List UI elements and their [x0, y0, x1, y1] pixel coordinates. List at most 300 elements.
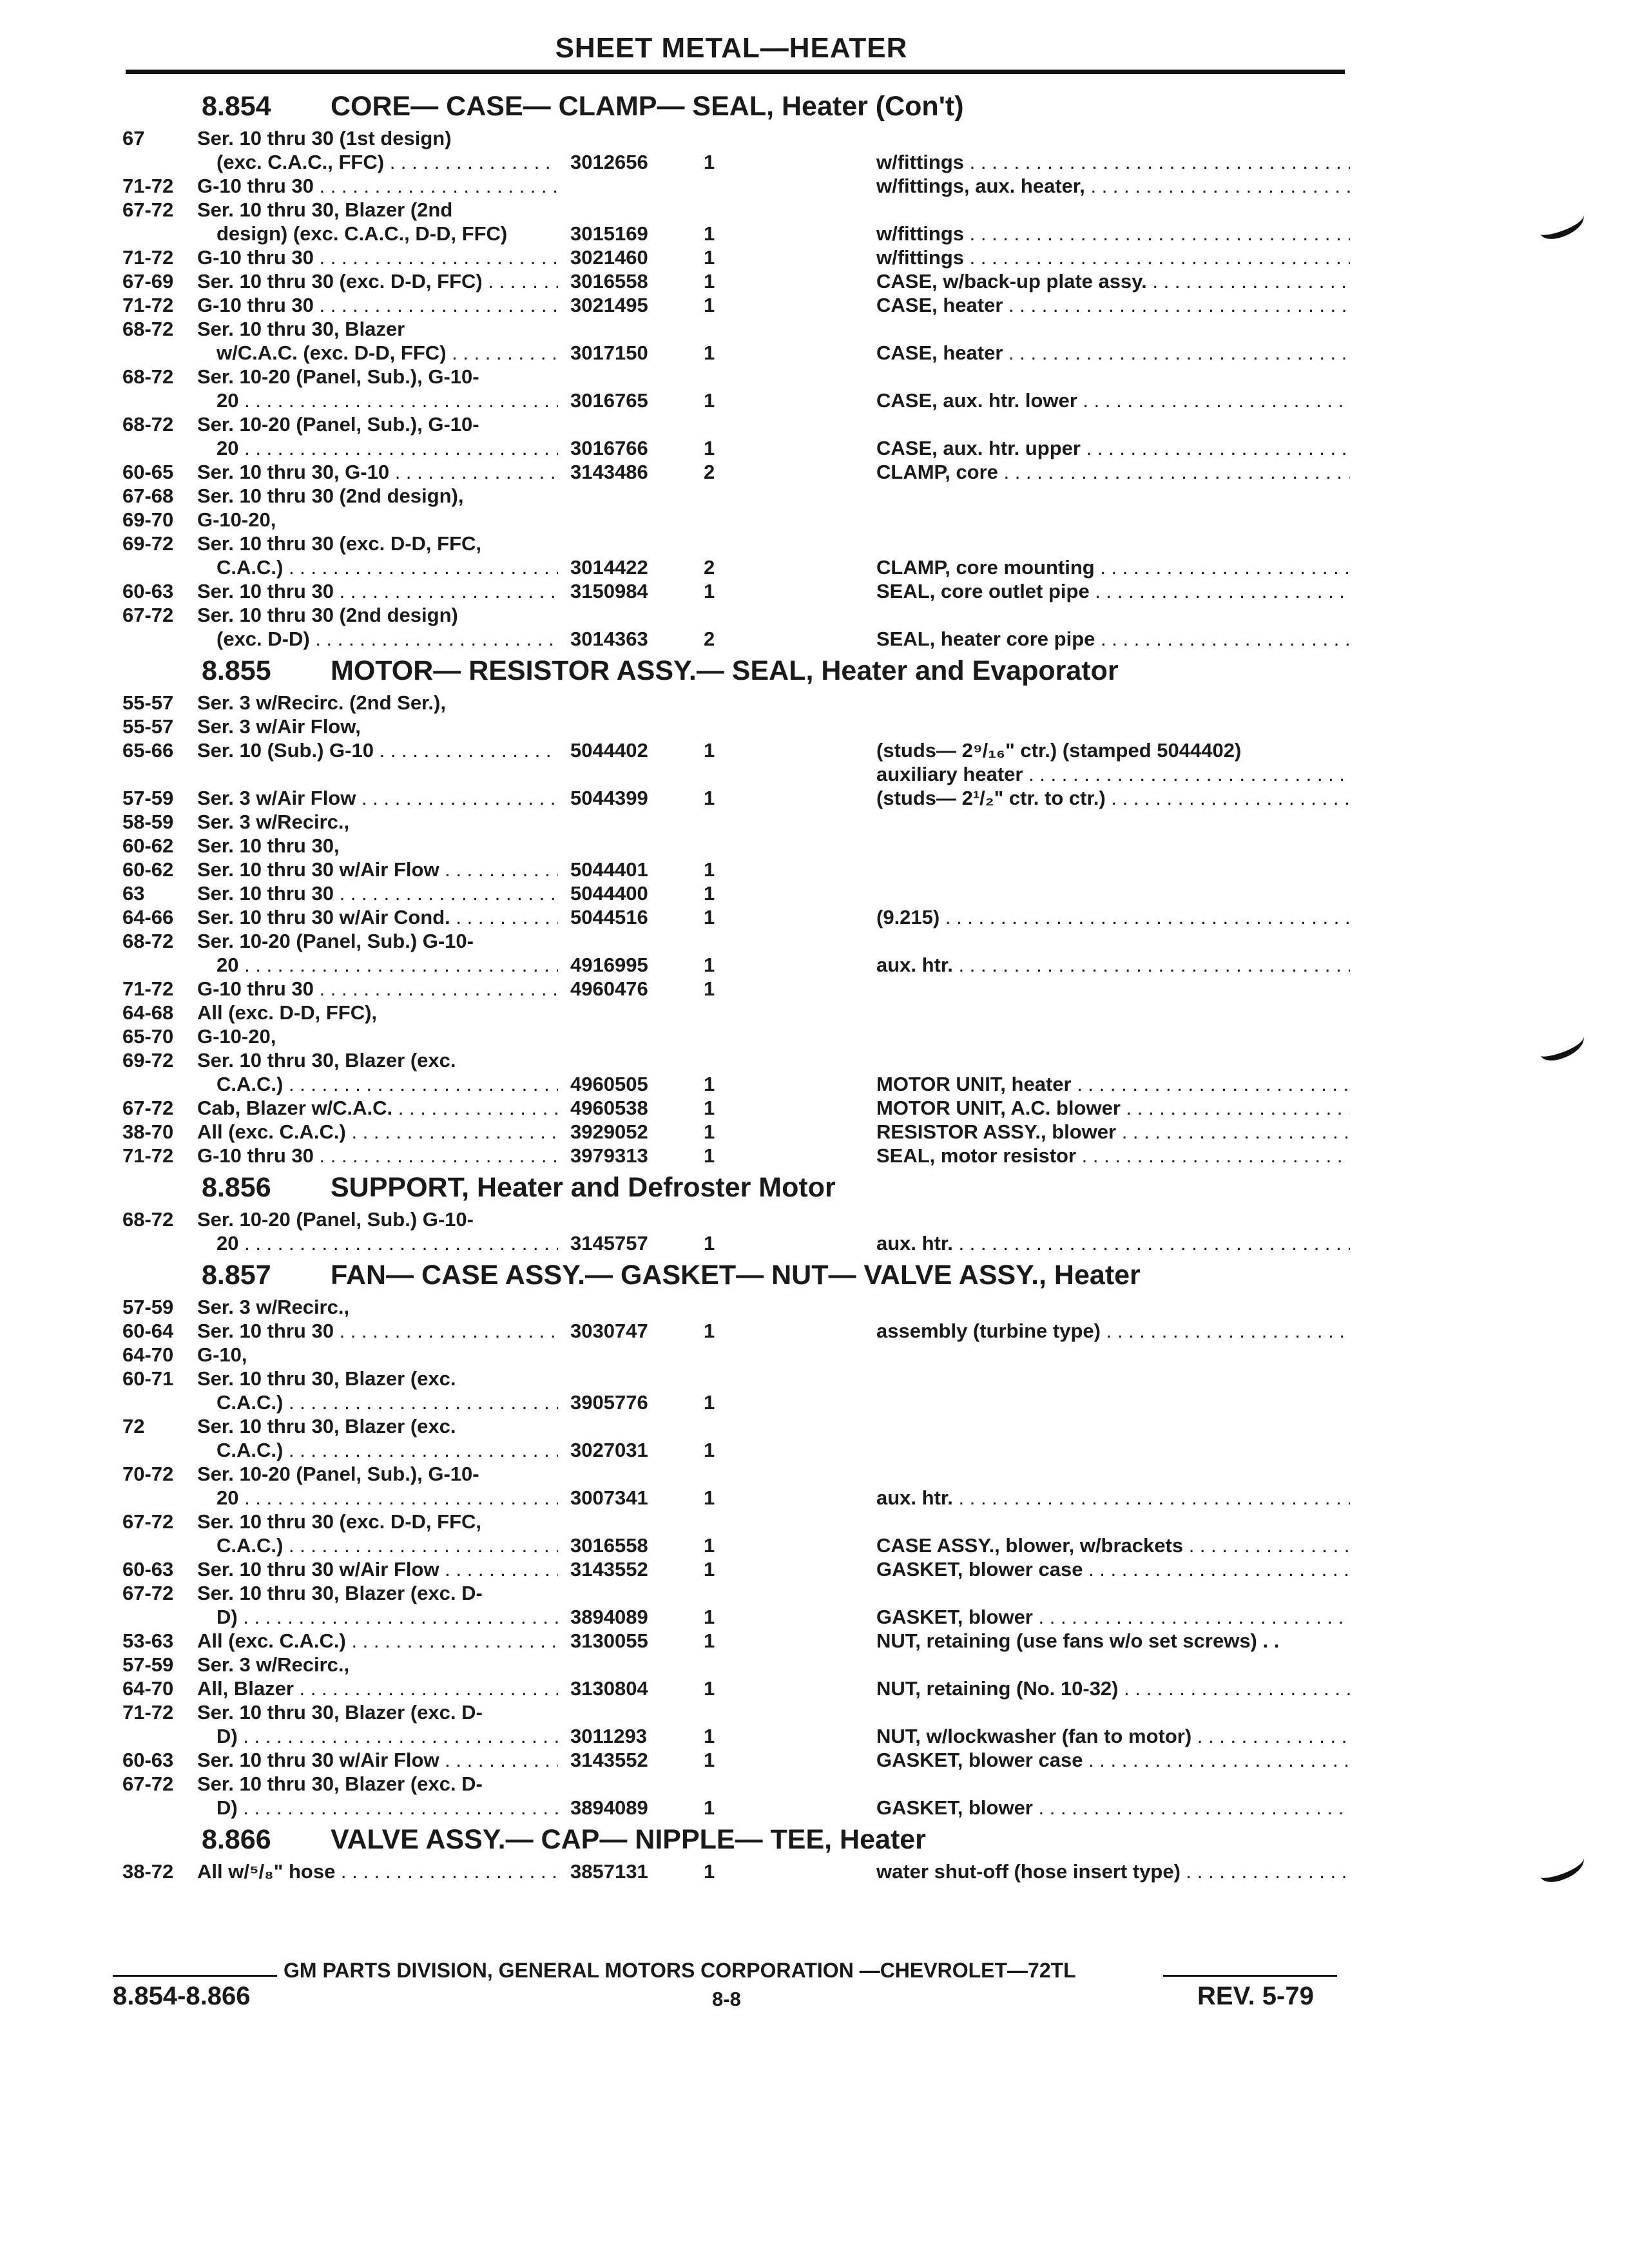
section-title: FAN— CASE ASSY.— GASKET— NUT— VALVE ASSY., Heater: [331, 1260, 1141, 1291]
quantity: 1: [704, 1391, 715, 1414]
model-years: 53-63: [122, 1629, 174, 1652]
parts-row: [0, 1724, 1629, 1748]
part-note: auxiliary heater . . .: [876, 762, 1350, 786]
parts-row: [0, 627, 1629, 651]
model-years: 67-72: [122, 1773, 174, 1795]
model-years: 67: [122, 127, 145, 149]
model-years: 67-72: [122, 198, 174, 221]
application-description: Ser. 10 thru 30 . . .: [197, 881, 558, 905]
application-description: Ser. 10 thru 30, Blazer (exc.: [197, 1049, 456, 1072]
parts-row: [0, 1024, 1629, 1048]
application-description: All w/⁵/₈" hose . . .: [197, 1860, 558, 1883]
quantity: 1: [704, 954, 715, 976]
part-note: aux. htr. . . .: [876, 1231, 1350, 1255]
model-years: 60-65: [122, 461, 174, 483]
application-description: G-10 thru 30 . . .: [197, 977, 558, 1001]
application-description: G-10,: [197, 1343, 247, 1366]
application-description: Ser. 10 thru 30, Blazer (exc. D-: [197, 1582, 483, 1604]
section-title: MOTOR— RESISTOR ASSY.— SEAL, Heater and Evaporator: [331, 655, 1119, 686]
part-number: 4916995: [570, 954, 648, 976]
parts-row: [0, 389, 1629, 412]
section-title: CORE— CASE— CLAMP— SEAL, Heater (Con't): [331, 91, 964, 122]
part-note: assembly (turbine type) . . .: [876, 1319, 1350, 1343]
application-description: All (exc. C.A.C.) . . .: [197, 1629, 558, 1653]
quantity: 1: [704, 1320, 715, 1342]
part-number: 3929052: [570, 1120, 648, 1143]
part-note: (studs— 2⁹/₁₆" ctr.) (stamped 5044402): [876, 739, 1242, 762]
application-description: Ser. 10-20 (Panel, Sub.) G-10-: [197, 930, 474, 952]
parts-row: [0, 1653, 1629, 1677]
quantity: 1: [704, 1232, 715, 1254]
part-number: 5044399: [570, 787, 648, 809]
parts-row: [0, 1048, 1629, 1072]
application-description: G-10 thru 30 . . .: [197, 245, 558, 269]
parts-row: [0, 174, 1629, 198]
application-description: Ser. 10 thru 30 w/Air Flow . . .: [197, 1748, 558, 1772]
application-description: G-10 thru 30 . . .: [197, 1144, 558, 1168]
page-header-title: SHEET METAL—HEATER: [555, 32, 908, 64]
model-years: 38-72: [122, 1860, 174, 1883]
parts-row: [0, 1207, 1629, 1231]
part-number: 3979313: [570, 1144, 648, 1167]
application-description: Ser. 10-20 (Panel, Sub.), G-10-: [197, 1463, 479, 1485]
section-heading: [0, 1168, 1629, 1207]
application-description: C.A.C.) . . .: [197, 1438, 558, 1462]
model-years: 60-62: [122, 834, 174, 857]
part-note: aux. htr. . . .: [876, 953, 1350, 977]
model-years: 71-72: [122, 977, 174, 1000]
parts-row: [0, 341, 1629, 365]
part-note: CLAMP, core . . .: [876, 460, 1350, 484]
application-description: Ser. 10 thru 30 (exc. D-D, FFC,: [197, 532, 482, 555]
quantity: 1: [704, 858, 715, 881]
part-note: SEAL, heater core pipe . . .: [876, 627, 1350, 651]
model-years: 60-63: [122, 1749, 174, 1771]
model-years: 69-72: [122, 1049, 174, 1072]
application-description: Ser. 3 w/Air Flow,: [197, 715, 361, 738]
application-description: Ser. 10 thru 30 (exc. D-D, FFC,: [197, 1510, 482, 1533]
application-description: Ser. 3 w/Recirc. (2nd Ser.),: [197, 691, 446, 714]
model-years: 58-59: [122, 811, 174, 833]
parts-row: [0, 1414, 1629, 1438]
parts-row: [0, 762, 1629, 786]
part-number: 5044516: [570, 906, 648, 928]
application-description: w/C.A.C. (exc. D-D, FFC) . . .: [197, 341, 558, 365]
part-note: CASE ASSY., blower, w/brackets . . .: [876, 1533, 1350, 1557]
parts-row: [0, 293, 1629, 317]
parts-row: [0, 317, 1629, 341]
part-note: NUT, retaining (No. 10-32) . . .: [876, 1677, 1350, 1700]
parts-row: [0, 1001, 1629, 1024]
quantity: 1: [704, 787, 715, 809]
parts-row: [0, 1510, 1629, 1533]
part-note: NUT, w/lockwasher (fan to motor) . . .: [876, 1724, 1350, 1748]
model-years: 72: [122, 1415, 145, 1437]
parts-row: [0, 1390, 1629, 1414]
application-description: D) . . .: [197, 1796, 558, 1820]
parts-row: [0, 603, 1629, 627]
application-description: Ser. 10-20 (Panel, Sub.) G-10-: [197, 1208, 474, 1231]
application-description: Ser. 10 thru 30, Blazer (exc.: [197, 1367, 456, 1390]
part-number: 3007341: [570, 1486, 648, 1509]
section-heading: [0, 651, 1629, 691]
parts-row: [0, 1319, 1629, 1343]
part-number: 3021495: [570, 294, 648, 316]
part-note: water shut-off (hose insert type) . . .: [876, 1860, 1350, 1883]
part-note: CASE, w/back-up plate assy. . . .: [876, 269, 1350, 293]
parts-row: [0, 905, 1629, 929]
quantity: 1: [704, 341, 715, 364]
model-years: 64-66: [122, 906, 174, 928]
section-number: 8.856: [202, 1172, 271, 1203]
application-description: Ser. 10 thru 30, Blazer (exc. D-: [197, 1701, 483, 1724]
footer-revision: REV. 5-79: [1197, 1982, 1314, 2010]
parts-row: [0, 1096, 1629, 1120]
application-description: Ser. 3 w/Recirc.,: [197, 1653, 350, 1676]
model-years: 67-72: [122, 1582, 174, 1604]
application-description: Ser. 10 (Sub.) G-10 . . .: [197, 738, 558, 762]
part-note: NUT, retaining (use fans w/o set screws) . .: [876, 1629, 1280, 1652]
quantity: 1: [704, 739, 715, 762]
part-number: 3027031: [570, 1439, 648, 1461]
parts-row: [0, 1860, 1629, 1883]
part-number: 3143486: [570, 461, 648, 483]
model-years: 60-71: [122, 1367, 174, 1390]
parts-row: [0, 1796, 1629, 1820]
part-note: MOTOR UNIT, A.C. blower . . .: [876, 1096, 1350, 1120]
part-number: 3145757: [570, 1232, 648, 1254]
model-years: 64-70: [122, 1677, 174, 1700]
quantity: 1: [704, 222, 715, 245]
parts-row: [0, 365, 1629, 389]
model-years: 57-59: [122, 787, 174, 809]
parts-row: [0, 436, 1629, 460]
application-description: G-10 thru 30 . . .: [197, 293, 558, 317]
parts-row: [0, 1533, 1629, 1557]
parts-row: [0, 691, 1629, 715]
header-rule: [126, 70, 1345, 74]
quantity: 1: [704, 1629, 715, 1652]
quantity: 2: [704, 628, 715, 650]
model-years: 71-72: [122, 1144, 174, 1167]
part-note: aux. htr. . . .: [876, 1486, 1350, 1510]
parts-row: [0, 1772, 1629, 1796]
quantity: 1: [704, 1749, 715, 1771]
part-note: GASKET, blower . . .: [876, 1796, 1350, 1820]
model-years: 65-70: [122, 1025, 174, 1048]
section-heading: [0, 86, 1629, 126]
part-note: GASKET, blower case . . .: [876, 1748, 1350, 1772]
part-number: 3017150: [570, 341, 648, 364]
part-number: 4960505: [570, 1073, 648, 1095]
part-note: GASKET, blower case . . .: [876, 1557, 1350, 1581]
section-title: VALVE ASSY.— CAP— NIPPLE— TEE, Heater: [331, 1824, 926, 1855]
quantity: 1: [704, 151, 715, 173]
model-years: 55-57: [122, 691, 174, 714]
application-description: Ser. 10 thru 30 (exc. D-D, FFC) . . .: [197, 269, 558, 293]
footer-rule-left: [113, 1975, 277, 1977]
footer-organization: GM PARTS DIVISION, GENERAL MOTORS CORPORATION —CHEVROLET—72TL: [284, 1959, 1076, 1982]
quantity: 1: [704, 977, 715, 1000]
model-years: 65-66: [122, 739, 174, 762]
application-description: G-10-20,: [197, 508, 276, 531]
part-note: w/fittings, aux. heater, . . .: [876, 174, 1350, 198]
quantity: 1: [704, 1439, 715, 1461]
model-years: 64-68: [122, 1001, 174, 1024]
model-years: 67-72: [122, 1510, 174, 1533]
part-note: SEAL, motor resistor . . .: [876, 1144, 1350, 1168]
parts-row: [0, 715, 1629, 738]
application-description: (exc. D-D) . . .: [197, 627, 558, 651]
parts-row: [0, 1677, 1629, 1700]
parts-row: [0, 1700, 1629, 1724]
part-number: 3011293: [570, 1725, 647, 1747]
parts-row: [0, 460, 1629, 484]
part-note: (9.215) . . .: [876, 905, 1350, 929]
footer-page-number: 8-8: [712, 1988, 741, 2010]
parts-row: [0, 738, 1629, 762]
parts-row: [0, 484, 1629, 508]
quantity: 1: [704, 1097, 715, 1119]
quantity: 1: [704, 1606, 715, 1628]
quantity: 1: [704, 1558, 715, 1581]
application-description: Ser. 3 w/Air Flow . . .: [197, 786, 558, 810]
model-years: 63: [122, 882, 145, 905]
parts-row: [0, 579, 1629, 603]
parts-row: [0, 1367, 1629, 1390]
model-years: 67-72: [122, 1097, 174, 1119]
application-description: Ser. 10 thru 30, G-10 . . .: [197, 460, 558, 484]
parts-list: [0, 86, 1629, 1883]
application-description: C.A.C.) . . .: [197, 555, 558, 579]
quantity: 1: [704, 1725, 715, 1747]
parts-row: [0, 1486, 1629, 1510]
model-years: 68-72: [122, 1208, 174, 1231]
application-description: Ser. 10 thru 30, Blazer (exc. D-: [197, 1773, 483, 1795]
quantity: 1: [704, 437, 715, 459]
parts-row: [0, 245, 1629, 269]
parts-row: [0, 508, 1629, 532]
model-years: 68-72: [122, 365, 174, 388]
part-number: 3016558: [570, 1534, 648, 1557]
part-note: GASKET, blower . . .: [876, 1605, 1350, 1629]
part-number: 5044402: [570, 739, 648, 762]
parts-row: [0, 953, 1629, 977]
part-number: 3014363: [570, 628, 648, 650]
parts-row: [0, 269, 1629, 293]
parts-row: [0, 412, 1629, 436]
part-number: 3012656: [570, 151, 648, 173]
part-number: 3016558: [570, 270, 648, 293]
model-years: 67-68: [122, 485, 174, 507]
quantity: 1: [704, 1073, 715, 1095]
application-description: G-10-20,: [197, 1025, 276, 1048]
application-description: Ser. 10-20 (Panel, Sub.), G-10-: [197, 365, 479, 388]
application-description: Ser. 10 thru 30 . . .: [197, 1319, 558, 1343]
model-years: 60-63: [122, 580, 174, 602]
part-note: RESISTOR ASSY., blower . . .: [876, 1120, 1350, 1144]
application-description: design) (exc. C.A.C., D-D, FFC): [217, 222, 508, 245]
application-description: Ser. 10-20 (Panel, Sub.), G-10-: [197, 413, 479, 436]
application-description: All (exc. D-D, FFC),: [197, 1001, 378, 1024]
application-description: Ser. 10 thru 30, Blazer: [197, 318, 405, 340]
quantity: 1: [704, 882, 715, 905]
section-number: 8.866: [202, 1824, 271, 1855]
part-number: 3150984: [570, 580, 648, 602]
application-description: C.A.C.) . . .: [197, 1533, 558, 1557]
model-years: 68-72: [122, 318, 174, 340]
parts-row: [0, 881, 1629, 905]
parts-row: [0, 786, 1629, 810]
model-years: 70-72: [122, 1463, 174, 1485]
model-years: 64-70: [122, 1343, 174, 1366]
section-title: SUPPORT, Heater and Defroster Motor: [331, 1172, 836, 1203]
application-description: G-10 thru 30 . . .: [197, 174, 558, 198]
quantity: 1: [704, 1486, 715, 1509]
model-years: 68-72: [122, 930, 174, 952]
parts-row: [0, 858, 1629, 881]
quantity: 1: [704, 1144, 715, 1167]
application-description: Ser. 10 thru 30 w/Air Flow . . .: [197, 1557, 558, 1581]
part-number: 3021460: [570, 246, 648, 269]
parts-row: [0, 150, 1629, 174]
part-number: 3143552: [570, 1558, 648, 1581]
application-description: Ser. 3 w/Recirc.,: [197, 1296, 350, 1318]
parts-row: [0, 198, 1629, 222]
part-number: 3015169: [570, 222, 648, 245]
application-description: All (exc. C.A.C.) . . .: [197, 1120, 558, 1144]
section-number: 8.854: [202, 91, 271, 122]
application-description: D) . . .: [197, 1724, 558, 1748]
part-number: 3894089: [570, 1796, 648, 1819]
model-years: 71-72: [122, 1701, 174, 1724]
parts-row: [0, 532, 1629, 555]
part-number: 4960476: [570, 977, 648, 1000]
model-years: 69-72: [122, 532, 174, 555]
quantity: 1: [704, 246, 715, 269]
quantity: 1: [704, 1860, 715, 1883]
model-years: 71-72: [122, 246, 174, 269]
part-note: w/fittings . . .: [876, 222, 1350, 245]
parts-row: [0, 1581, 1629, 1605]
section-number: 8.855: [202, 655, 271, 686]
part-number: 3894089: [570, 1606, 648, 1628]
application-description: Ser. 10 thru 30 (2nd design),: [197, 485, 464, 507]
quantity: 1: [704, 906, 715, 928]
quantity: 1: [704, 1120, 715, 1143]
parts-row: [0, 1748, 1629, 1772]
parts-row: [0, 555, 1629, 579]
part-number: 5044401: [570, 858, 648, 881]
application-description: Ser. 10 thru 30 w/Air Flow . . .: [197, 858, 558, 881]
application-description: Ser. 3 w/Recirc.,: [197, 811, 350, 833]
model-years: 57-59: [122, 1296, 174, 1318]
parts-row: [0, 977, 1629, 1001]
parts-row: [0, 222, 1629, 245]
application-description: Ser. 10 thru 30 (1st design): [197, 127, 452, 149]
part-note: MOTOR UNIT, heater . . .: [876, 1072, 1350, 1096]
application-description: Cab, Blazer w/C.A.C. . . .: [197, 1096, 558, 1120]
model-years: 60-62: [122, 858, 174, 881]
part-note: CASE, aux. htr. upper . . .: [876, 436, 1350, 460]
parts-row: [0, 1072, 1629, 1096]
part-note: w/fittings . . .: [876, 245, 1350, 269]
model-years: 71-72: [122, 294, 174, 316]
parts-row: [0, 1629, 1629, 1653]
model-years: 67-72: [122, 604, 174, 626]
quantity: 2: [704, 556, 715, 579]
parts-row: [0, 929, 1629, 953]
part-number: 3014422: [570, 556, 648, 579]
model-years: 60-64: [122, 1320, 174, 1342]
part-number: 3016765: [570, 389, 648, 412]
parts-row: [0, 1120, 1629, 1144]
quantity: 1: [704, 294, 715, 316]
quantity: 1: [704, 1677, 715, 1700]
application-description: 20 . . .: [197, 436, 558, 460]
application-description: (exc. C.A.C., FFC) . . .: [197, 150, 558, 174]
model-years: 55-57: [122, 715, 174, 738]
parts-row: [0, 1144, 1629, 1168]
quantity: 1: [704, 580, 715, 602]
model-years: 68-72: [122, 413, 174, 436]
model-years: 69-70: [122, 508, 174, 531]
parts-row: [0, 834, 1629, 858]
application-description: Ser. 10 thru 30,: [197, 834, 340, 857]
parts-row: [0, 126, 1629, 150]
application-description: Ser. 10 thru 30 . . .: [197, 579, 558, 603]
part-number: 3030747: [570, 1320, 648, 1342]
model-years: 60-63: [122, 1558, 174, 1581]
part-number: 3130804: [570, 1677, 648, 1700]
section-number: 8.857: [202, 1260, 271, 1291]
application-description: 20 . . .: [197, 1486, 558, 1510]
footer-section-range: 8.854-8.866: [113, 1982, 251, 2010]
model-years: 57-59: [122, 1653, 174, 1676]
part-note: SEAL, core outlet pipe . . .: [876, 579, 1350, 603]
model-years: 71-72: [122, 175, 174, 197]
part-number: 3143552: [570, 1749, 648, 1771]
application-description: 20 . . .: [197, 953, 558, 977]
part-number: 3857131: [570, 1860, 648, 1883]
part-number: 4960538: [570, 1097, 648, 1119]
part-note: CASE, heater . . .: [876, 341, 1350, 365]
application-description: All, Blazer . . .: [197, 1677, 558, 1700]
part-number: 5044400: [570, 882, 648, 905]
parts-row: [0, 1462, 1629, 1486]
parts-row: [0, 1438, 1629, 1462]
parts-row: [0, 1605, 1629, 1629]
part-number: 3130055: [570, 1629, 648, 1652]
application-description: 20 . . .: [197, 389, 558, 412]
quantity: 1: [704, 389, 715, 412]
quantity: 1: [704, 270, 715, 293]
parts-row: [0, 810, 1629, 834]
part-number: 3016766: [570, 437, 648, 459]
application-description: 20 . . .: [197, 1231, 558, 1255]
parts-row: [0, 1231, 1629, 1255]
parts-row: [0, 1557, 1629, 1581]
application-description: C.A.C.) . . .: [197, 1390, 558, 1414]
section-heading: [0, 1820, 1629, 1860]
application-description: C.A.C.) . . .: [197, 1072, 558, 1096]
application-description: Ser. 10 thru 30 (2nd design): [197, 604, 458, 626]
application-description: Ser. 10 thru 30, Blazer (2nd: [197, 198, 453, 221]
footer-rule-right: [1163, 1975, 1337, 1977]
model-years: 38-70: [122, 1120, 174, 1143]
application-description: Ser. 10 thru 30, Blazer (exc.: [197, 1415, 456, 1437]
parts-row: [0, 1295, 1629, 1319]
